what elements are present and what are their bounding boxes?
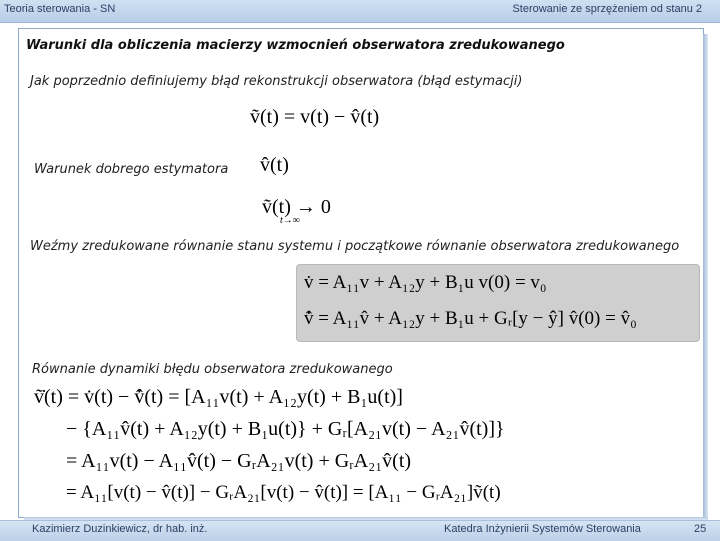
text-error-definition: Jak poprzednio definiujemy błąd rekonstrukcji obserwatora (błąd estymacji)	[30, 74, 523, 89]
equation-reduced-observer: v̂̇ = A₁₁v̂ + A₁₂y + B₁u + Gᵣ[y − ŷ] v̂(0) = v̂₀	[304, 308, 637, 329]
equation-error-convergence: ṽ(t) → 0	[262, 196, 331, 218]
text-reduced-equations: Weźmy zredukowane równanie stanu systemu i początkowe równanie obserwatora zredukowanego	[30, 239, 680, 254]
equation-error-dynamics-line4: = A₁₁[v(t) − v̂(t)] − GᵣA₂₁[v(t) − v̂(t)] = [A₁₁ − GᵣA₂₁]ṽ(t)	[66, 482, 501, 503]
slide-title: Warunki dla obliczenia macierzy wzmocnień obserwatora zredukowanego	[26, 38, 565, 53]
equation-limit-subscript: t→∞	[280, 215, 300, 226]
equation-reduced-state: v̇ = A₁₁v + A₁₂y + B₁u v(0) = v₀	[304, 272, 547, 293]
frame-shadow-right	[703, 34, 708, 518]
header-course-title: Teoria sterowania - SN	[4, 3, 116, 15]
text-good-estimator: Warunek dobrego estymatora	[34, 162, 229, 177]
text-error-dynamics: Równanie dynamiki błędu obserwatora zredukowanego	[32, 362, 393, 377]
equation-error-dynamics-line1: ṽ̇(t) = v̇(t) − v̂̇(t) = [A₁₁v(t) + A₁₂y(t) + B₁u(t)]	[34, 386, 403, 408]
equation-error-dynamics-line2: − {A₁₁v̂(t) + A₁₂y(t) + B₁u(t)} + Gᵣ[A₂₁v(t) − A₂₁v̂(t)]}	[66, 418, 505, 440]
equation-estimate: v̂(t)	[260, 154, 289, 176]
header-lecture-title: Sterowanie ze sprzężeniem od stanu 2	[512, 3, 702, 15]
equation-error-dynamics-line3: = A₁₁v(t) − A₁₁v̂(t) − GᵣA₂₁v(t) + GᵣA₂₁v̂(t)	[66, 450, 412, 472]
footer-author: Kazimierz Duzinkiewicz, dr hab. inż.	[32, 523, 208, 535]
equation-estimation-error: ṽ(t) = v(t) − v̂(t)	[250, 106, 380, 128]
footer-department: Katedra Inżynierii Systemów Sterowania	[444, 523, 641, 535]
page-number: 25	[694, 523, 707, 535]
